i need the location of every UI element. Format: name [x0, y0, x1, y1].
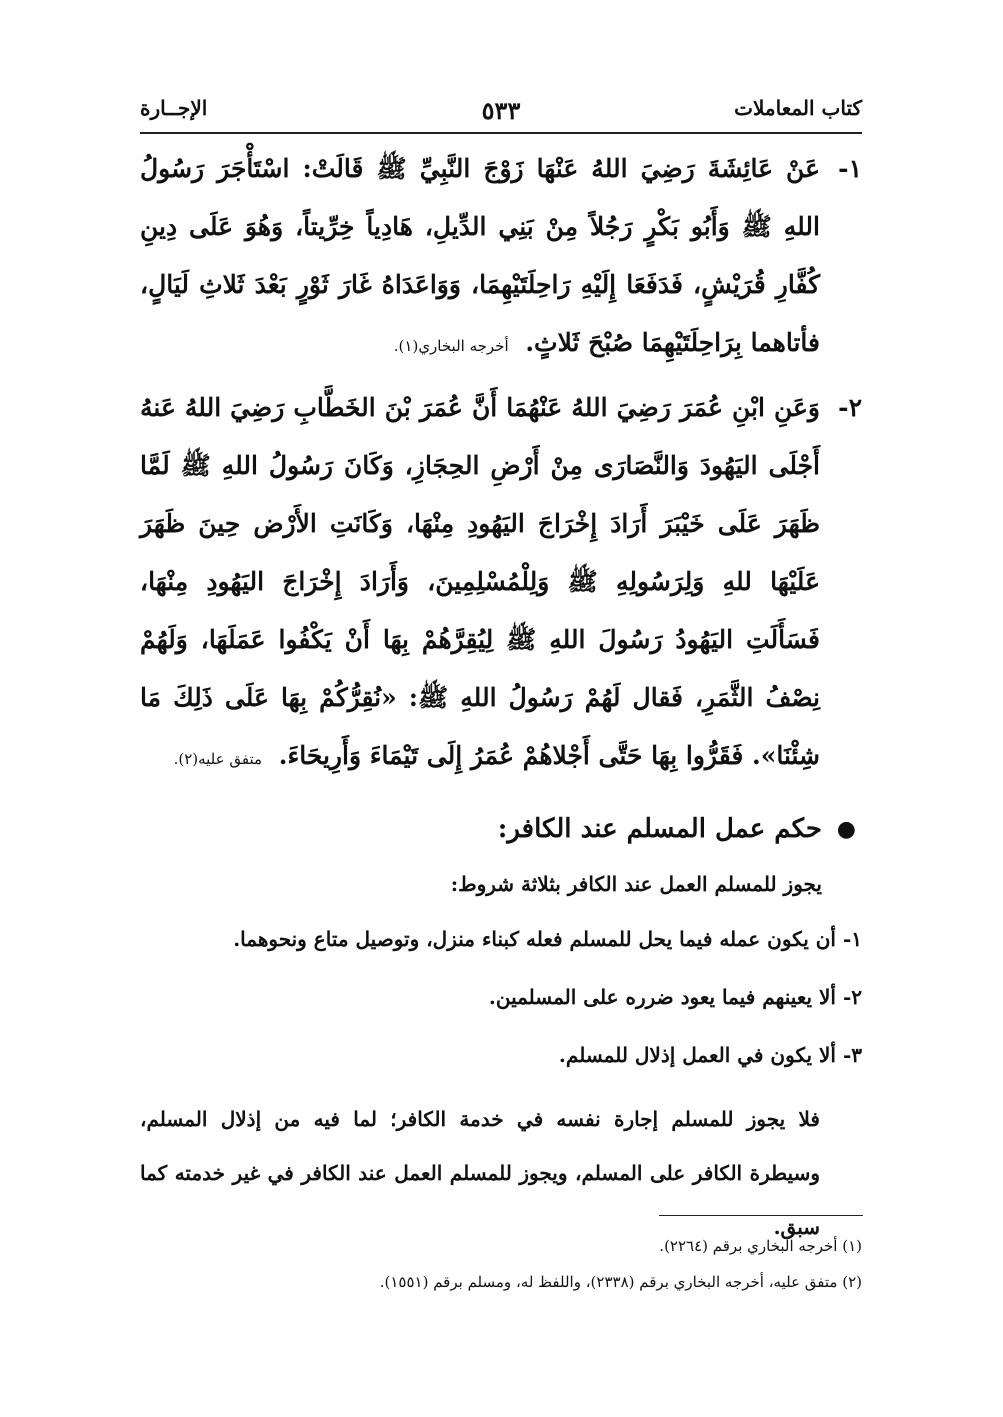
book-title: كتاب المعاملات [734, 96, 862, 120]
hadith-2 [140, 379, 862, 788]
bullet-icon: ● [836, 816, 856, 842]
condition-1: ١- أن يكون عمله فيما يحل للمسلم فعله كبناء منزل، وتوصيل متاع ونحوهما. [233, 927, 862, 951]
hadith-text: عَنْ عَائِشَةَ رَضِيَ اللهُ عَنْهَا زَوْجَ النَّبِيِّ ﷺ قَالَتْ: اسْتَأْجَرَ رَسُولُ اللهِ ﷺ وَأَبُو بَكْرٍ رَجُلاً مِنْ بَنِي الدِّيلِ، هَادِياً خِرِّيتاً، وَهُوَ عَلَى دِينِ كُفَّارِ قُرَيْشٍ، فَدَفَعَا إِلَيْهِ رَاحِلَتَيْهِمَا، وَوَاعَدَاهُ غَارَ ثَوْرٍ بَعْدَ ثَلاثِ لَيَالٍ، فأتاهما بِرَاحِلَتَيْهِمَا صُبْحَ ثَلاثٍ. [140, 154, 820, 357]
footnote-1: (١) أخرجه البخاري برقم (٢٢٦٤). [659, 1237, 862, 1255]
page-header [140, 92, 862, 134]
hadith-number: ١- [838, 154, 862, 183]
hadith-reference: أخرجه البخاري(١). [393, 337, 509, 355]
footnote-2: (٢) متفق عليه، أخرجه البخاري برقم (٢٣٣٨)، واللفظ له، ومسلم برقم (١٥٥١). [379, 1273, 862, 1291]
section-heading-text: حكم عمل المسلم عند الكافر: [497, 814, 822, 844]
hadith-number: ٢- [838, 393, 862, 422]
section-heading [140, 800, 862, 858]
condition-2: ٢- ألا يعينهم فيما يعود ضرره على المسلمين. [488, 985, 862, 1009]
hadith-1 [140, 140, 862, 375]
section-paragraph: فلا يجوز للمسلم إجارة نفسه في خدمة الكافر؛ لما فيه من إذلال المسلم، وسيطرة الكافر على المسلم، ويجوز للمسلم العمل عند الكافر في غير خدمته كما سبق. [140, 1107, 820, 1239]
footnote-divider [659, 1215, 863, 1216]
section-intro: يجوز للمسلم العمل عند الكافر بثلاثة شروط: [450, 872, 822, 896]
condition-3: ٣- ألا يكون في العمل إذلال للمسلم. [558, 1043, 862, 1067]
chapter-title: الإجــارة [140, 96, 208, 120]
hadith-text: وَعَنِ ابْنِ عُمَرَ رَضِيَ اللهُ عَنْهُمَا أَنَّ عُمَرَ بْنَ الخَطَّابِ رَضِيَ اللهُ عَنهُ أَجْلَى اليَهُودَ وَالنَّصَارَى مِنْ أَرْضِ الحِجَازِ، وَكَانَ رَسُولُ اللهِ ﷺ لَمَّا ظَهَرَ عَلَى خَيْبَرَ أَرَادَ إِخْرَاجَ اليَهُودِ مِنْهَا، وَكَانَتِ الأَرْض حِينَ ظَهَرَ عَلَيْهَا للهِ وَلِرَسُولِهِ ﷺ وَلِلْمُسْلِمِينَ، وَأَرَادَ إِخْرَاجَ اليَهُودِ مِنْهَا، فَسَأَلَتِ اليَهُودُ رَسُولَ اللهِ ﷺ لِيُقِرَّهُمْ بِهَا أَنْ يَكْفُوا عَمَلَهَا، وَلَهُمْ نِصْفُ الثَّمَرِ، فَقال لَهُمْ رَسُولُ اللهِ ﷺ: «نُقِرُّكُمْ بِهَا عَلَى ذَلِكَ مَا شِئْنَا». فَقَرُّوا بِهَا حَتَّى أَجْلاهُمْ عُمَرُ إِلَى تَيْمَاءَ وَأَرِيحَاءَ. [140, 393, 820, 770]
hadith-reference: متفق عليه(٢). [173, 750, 263, 768]
footnotes [140, 1228, 862, 1300]
page-number: ٥٣٣ [481, 96, 521, 125]
page-body [140, 140, 862, 1254]
